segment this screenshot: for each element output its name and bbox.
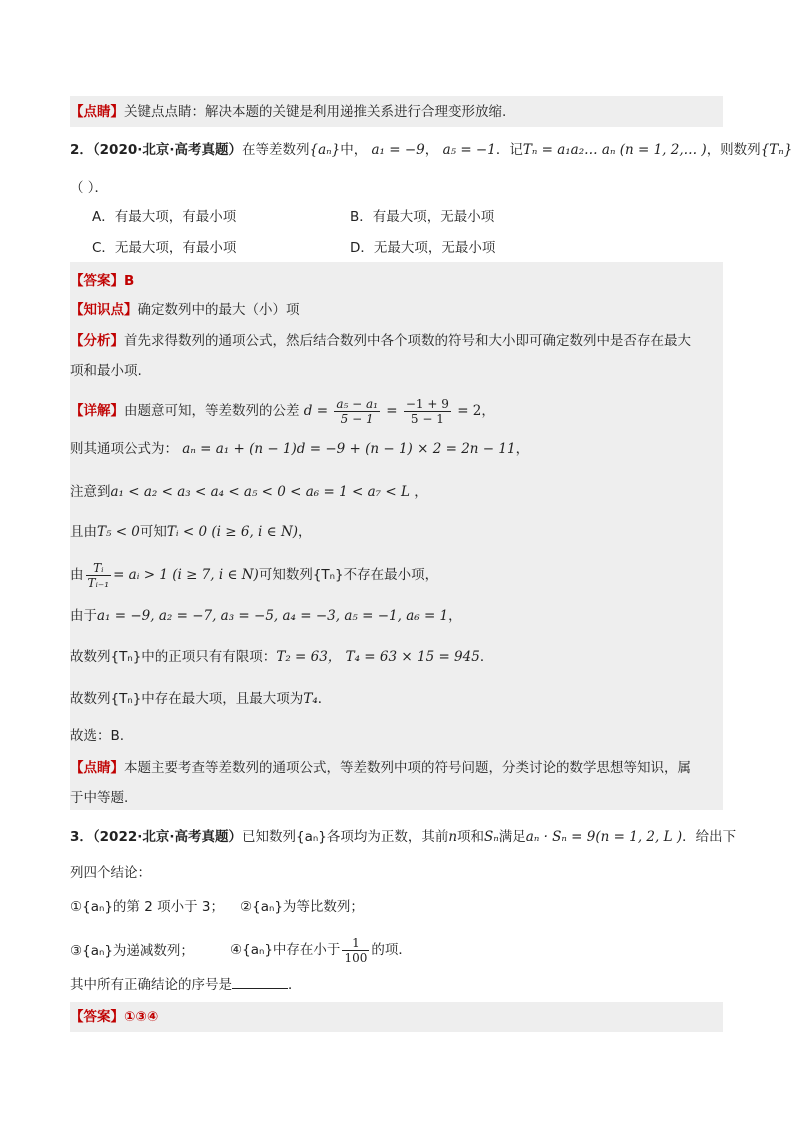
q3-stem-1c: 满足 <box>498 829 526 845</box>
q2-detail-7-math: T₂ = 63， T₄ = 63 × 15 = 945 <box>276 649 480 665</box>
q3-answer-line <box>70 1006 723 1028</box>
q3-number: 3． <box>70 829 93 845</box>
q2-frac-1 <box>334 397 380 426</box>
dianjing-text: 关键点点睛：解决本题的关键是利用递推关系进行合理变形放缩. <box>124 104 507 120</box>
q3-c4b-text: 的项． <box>371 942 412 958</box>
q2-detail-4-math-b: Tᵢ < 0 (i ≥ 6, i ∈ N) <box>166 524 299 540</box>
q2-stem-line: 2．（2020·北京·高考真题）在等差数列{aₙ}中， a₁ = −9， a₅ = −1．记Tₙ = a₁a₂… aₙ (n = 1, 2,… )，则数列{Tₙ} <box>70 142 793 158</box>
q2-paren: （ ）． <box>70 180 109 196</box>
q2-analysis-line-1 <box>70 330 723 352</box>
q2-d-expr: d = <box>303 403 329 419</box>
q3-c2-text: ②{aₙ}为等比数列； <box>240 899 364 915</box>
q2-number: 2． <box>70 142 93 158</box>
q2-detail-line-8: 故数列{Tₙ}中存在最大项，且最大项为T₄． <box>70 691 332 707</box>
q2-detail-7: 故数列{Tₙ}中的正项只有有限项： <box>70 649 277 665</box>
q2-kp: 确定数列中的最大（小）项 <box>137 302 300 318</box>
q2-stem-c: ．记 <box>495 142 523 158</box>
q2-detail-line-3: 注意到a₁ < a₂ < a₃ < a₄ < a₅ < 0 < a₆ = 1 < a₇ < L ， <box>70 484 428 500</box>
q2-tn: Tₙ = a₁a₂… aₙ (n = 1, 2,… ) <box>522 142 707 158</box>
q2-source: （2020·北京·高考真题） <box>92 142 242 158</box>
q2-detail-tag: 【详解】 <box>70 403 124 419</box>
dianjing-line-top <box>70 101 723 123</box>
q2-dianjing-line-1 <box>70 757 723 779</box>
q2-analysis-2: 项和最小项. <box>70 363 142 379</box>
q3-conclusion-3 <box>70 940 194 962</box>
q2-detail-8-math: T₄ <box>303 691 318 707</box>
q2-kp-tag: 【知识点】 <box>70 302 138 318</box>
q3-c1-text: ①{aₙ}的第 2 项小于 3； <box>70 899 224 915</box>
q3-stem-line-2 <box>70 862 723 884</box>
q3-stem-line-1 <box>70 826 737 848</box>
q3-stem-1math: aₙ · Sₙ = 9(n = 1, 2, L ) <box>525 829 683 845</box>
q2-frac-2-num: −1 + 9 <box>405 396 449 411</box>
q2-detail-line-2: 则其通项公式为： aₙ = a₁ + (n − 1)d = −9 + (n − 1) × 2 = 2n − 11， <box>70 441 530 457</box>
q3-ask-line <box>70 974 723 996</box>
q2-frac-ti-den: Tᵢ₋₁ <box>87 575 110 590</box>
q2-detail-4: 且由 <box>70 524 97 540</box>
q3-ask-a: 其中所有正确结论的序号是 <box>70 977 232 993</box>
q2-option-a-text: A．有最大项，有最小项 <box>92 209 237 225</box>
q2-detail-1: 由题意可知，等差数列的公差 <box>124 403 300 419</box>
q2-analysis-line-2 <box>70 360 723 382</box>
q3-c4a-text: ④{aₙ}中存在小于 <box>230 942 341 958</box>
q3-answer: ①③④ <box>124 1009 159 1025</box>
q3-stem-1b: 项和 <box>457 829 485 845</box>
q2-detail-4-mid: 可知 <box>139 524 167 540</box>
q2-detail-line-6: 由于a₁ = −9, a₂ = −7, a₃ = −5, a₄ = −3, a₅ = −1, a₆ = 1， <box>70 608 462 624</box>
q2-detail-5: 由 <box>70 567 84 583</box>
q2-stem-d: ，则数列 <box>706 142 761 158</box>
q3-frac-den: 100 <box>344 950 368 965</box>
q2-detail-line-1: 【详解】由题意可知，等差数列的公差 d = $\frac{\text{a₅ − a₁}}{5 - 1}$ = $\frac{-1 + 9}{5 - 1}$ = 2， <box>70 396 495 426</box>
q2-frac-ti <box>86 561 112 590</box>
q3-stem-1a: 已知数列{aₙ}各项均为正数，其前 <box>242 829 449 845</box>
q3-conclusion-2 <box>240 896 364 918</box>
q3-source: （2022·北京·高考真题） <box>92 829 242 845</box>
q3-stem-2: 列四个结论： <box>70 865 151 881</box>
q2-a5: a₅ = −1 <box>442 142 496 158</box>
dianjing-tag: 【点睛】 <box>70 104 124 120</box>
q2-choose-line <box>70 725 723 747</box>
q2-dianjing-2: 于中等题. <box>70 790 129 806</box>
q2-d-result: = 2 <box>457 403 482 419</box>
q2-answer: B <box>124 273 135 289</box>
q3-answer-blank[interactable] <box>232 974 288 989</box>
q2-seq-tn: {Tₙ} <box>760 142 793 158</box>
q2-option-c[interactable] <box>92 237 236 259</box>
q2-frac-1-num: a₅ − a₁ <box>336 396 378 411</box>
q2-frac-1-den: 5 − 1 <box>340 411 374 426</box>
q2-option-b-text: B．有最大项，无最小项 <box>350 209 495 225</box>
q3-stem-1d: ．给出下 <box>682 829 737 845</box>
q2-answer-line <box>70 270 723 292</box>
q2-option-a[interactable] <box>92 206 236 228</box>
q3-frac-num: 1 <box>342 936 369 951</box>
q2-detail-6: 由于 <box>70 608 97 624</box>
q2-stem-a: 在等差数列 <box>242 142 310 158</box>
q2-option-b[interactable] <box>350 206 494 228</box>
q2-detail-2-math: aₙ = a₁ + (n − 1)d = −9 + (n − 1) × 2 = 2n − 11 <box>182 441 516 457</box>
q2-detail-line-5 <box>70 560 723 590</box>
q2-seq-an: {aₙ} <box>309 142 341 158</box>
q2-frac-2-den: 5 − 1 <box>410 411 444 426</box>
q2-kp-line <box>70 299 723 321</box>
q2-detail-line-4: 且由T₅ < 0可知Tᵢ < 0 (i ≥ 6, i ∈ N)， <box>70 524 312 540</box>
q2-dianjing-1: 本题主要考查等差数列的通项公式，等差数列中项的符号问题，分类讨论的数学思想等知识，属 <box>124 760 691 776</box>
q2-choose: 故选：B. <box>70 728 125 744</box>
q3-conclusion-1 <box>70 896 224 918</box>
q2-dianjing-line-2 <box>70 787 723 809</box>
q2-stem-b: 中， <box>340 142 368 158</box>
q2-detail-line-7: 故数列{Tₙ}中的正项只有有限项：T₂ = 63， T₄ = 63 × 15 = 945． <box>70 649 494 665</box>
q2-detail-3: 注意到 <box>70 484 111 500</box>
q2-answer-tag: 【答案】 <box>70 273 124 289</box>
q2-detail-8: 故数列{Tₙ}中存在最大项，且最大项为 <box>70 691 304 707</box>
q2-option-c-text: C．无最大项，有最小项 <box>92 240 237 256</box>
q2-option-d[interactable] <box>350 237 495 259</box>
q2-analysis-1: 首先求得数列的通项公式，然后结合数列中各个项数的符号和大小即可确定数列中是否存在最大 <box>124 333 691 349</box>
q2-option-d-text: D．无最大项，无最小项 <box>350 240 496 256</box>
q2-frac-ti-num: Tᵢ <box>86 561 112 576</box>
q2-detail-4-math-a: T₅ < 0 <box>97 524 140 540</box>
q3-ask-b: ． <box>288 977 302 993</box>
q2-frac-2 <box>404 397 451 426</box>
q2-dianjing-tag: 【点睛】 <box>70 760 124 776</box>
q2-analysis-tag: 【分析】 <box>70 333 124 349</box>
q2-detail-5-math: = aᵢ > 1 (i ≥ 7, i ∈ N) <box>113 567 259 583</box>
q3-sn: Sₙ <box>484 829 499 845</box>
q3-c3-text: ③{aₙ}为递减数列； <box>70 943 194 959</box>
q2-paren-line <box>70 177 723 199</box>
q2-detail-2: 则其通项公式为： <box>70 441 178 457</box>
q2-detail-6-math: a₁ = −9, a₂ = −7, a₃ = −5, a₄ = −3, a₅ = −1, a₆ = 1 <box>97 608 449 624</box>
q3-n: n <box>448 829 458 845</box>
q3-conclusion-4 <box>230 933 412 967</box>
q2-detail-3-math: a₁ < a₂ < a₃ < a₄ < a₅ < 0 < a₆ = 1 < a₇ < L <box>110 484 410 500</box>
q3-answer-tag: 【答案】 <box>70 1009 124 1025</box>
q3-frac <box>342 936 369 965</box>
q2-a1: a₁ = −9 <box>371 142 425 158</box>
q2-detail-5-tail: 可知数列{Tₙ}不存在最小项， <box>258 567 439 583</box>
